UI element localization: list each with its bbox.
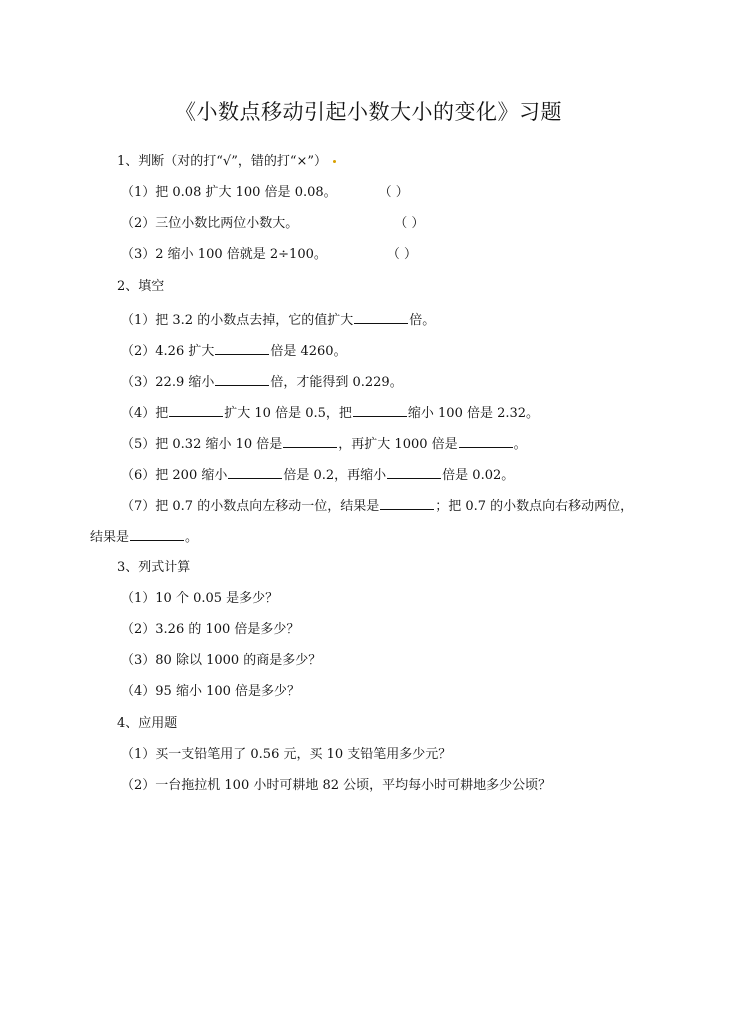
answer-blank[interactable] <box>228 466 282 479</box>
calc-item-4: （4）95 缩小 100 倍是多少？ <box>121 684 301 699</box>
answer-blank[interactable] <box>130 528 184 541</box>
answer-paren: （ ） <box>394 216 425 231</box>
item-text: （3）22.9 缩小 <box>121 375 215 390</box>
fill-item-2 <box>121 342 347 360</box>
answer-paren: （ ） <box>386 247 418 262</box>
item-text: 倍是 4260。 <box>270 344 347 359</box>
item-text: （6）把 200 缩小 <box>121 468 228 483</box>
fill-item-1 <box>121 311 435 329</box>
item-text: （7）把 0.7 的小数点向左移动一位，结果是 <box>121 499 380 514</box>
item-text: （5）把 0.32 缩小 10 倍是 <box>121 437 283 452</box>
stray-mark <box>333 160 336 163</box>
answer-blank[interactable] <box>387 466 441 479</box>
item-text: （1）把 3.2 的小数点去掉，它的值扩大 <box>121 313 354 328</box>
item-text: 倍是 0.2，再缩小 <box>283 468 387 483</box>
answer-blank[interactable] <box>169 404 223 417</box>
fill-item-3 <box>121 373 403 391</box>
item-text: （3）2 缩小 100 倍就是 2÷100。 <box>121 247 327 262</box>
item-text: （2）4.26 扩大 <box>121 344 215 359</box>
item-text: 倍，才能得到 0.229。 <box>270 375 403 390</box>
answer-blank[interactable] <box>353 404 407 417</box>
apply-item-2: （2）一台拖拉机 100 小时可耕地 82 公顷，平均每小时可耕地多少公顷？ <box>121 778 552 793</box>
fill-item-7 <box>121 497 633 515</box>
answer-blank[interactable] <box>215 342 269 355</box>
calc-item-3: （3）80 除以 1000 的商是多少？ <box>121 653 322 668</box>
apply-item-1: （1）买一支铅笔用了 0.56 元，买 10 支铅笔用多少元？ <box>121 747 452 762</box>
item-text: 。 <box>513 437 527 452</box>
judge-item-1 <box>121 185 409 201</box>
section-heading-fill: 2、填空 <box>117 279 165 294</box>
fill-item-7-cont <box>90 528 198 546</box>
item-text: ，再扩大 1000 倍是 <box>338 437 458 452</box>
answer-paren: （ ） <box>378 185 409 200</box>
item-text: 缩小 100 倍是 2.32。 <box>407 406 540 421</box>
item-text: ；把 0.7 的小数点向右移动两位， <box>435 499 634 514</box>
heading-text: 1、判断（对的打“√”，错的打“×”） <box>117 154 328 169</box>
fill-item-5 <box>121 435 527 453</box>
fill-item-4 <box>121 404 539 422</box>
section-heading-calc: 3、列式计算 <box>117 560 191 575</box>
item-text: 。 <box>185 530 199 545</box>
calc-item-2: （2）3.26 的 100 倍是多少？ <box>121 622 300 637</box>
judge-item-2 <box>121 216 424 232</box>
answer-blank[interactable] <box>459 435 513 448</box>
calc-item-1: （1）10 个 0.05 是多少？ <box>121 591 279 606</box>
answer-blank[interactable] <box>215 373 269 386</box>
section-heading-apply: 4、应用题 <box>117 716 178 731</box>
page-title: 《小数点移动引起小数大小的变化》习题 <box>175 100 562 124</box>
section-heading-judge <box>117 154 342 170</box>
answer-blank[interactable] <box>380 497 434 510</box>
item-text: 扩大 10 倍是 0.5，把 <box>224 406 352 421</box>
item-text: 倍是 0.02。 <box>442 468 515 483</box>
judge-item-3 <box>121 247 417 263</box>
item-text: （2）三位小数比两位小数大。 <box>121 216 299 231</box>
item-text: （1）把 0.08 扩大 100 倍是 0.08。 <box>121 185 337 200</box>
answer-blank[interactable] <box>283 435 337 448</box>
item-text: 倍。 <box>409 313 436 328</box>
answer-blank[interactable] <box>354 311 408 324</box>
item-text: （4）把 <box>121 406 169 421</box>
item-text: 结果是 <box>90 530 130 545</box>
fill-item-6 <box>121 466 514 484</box>
